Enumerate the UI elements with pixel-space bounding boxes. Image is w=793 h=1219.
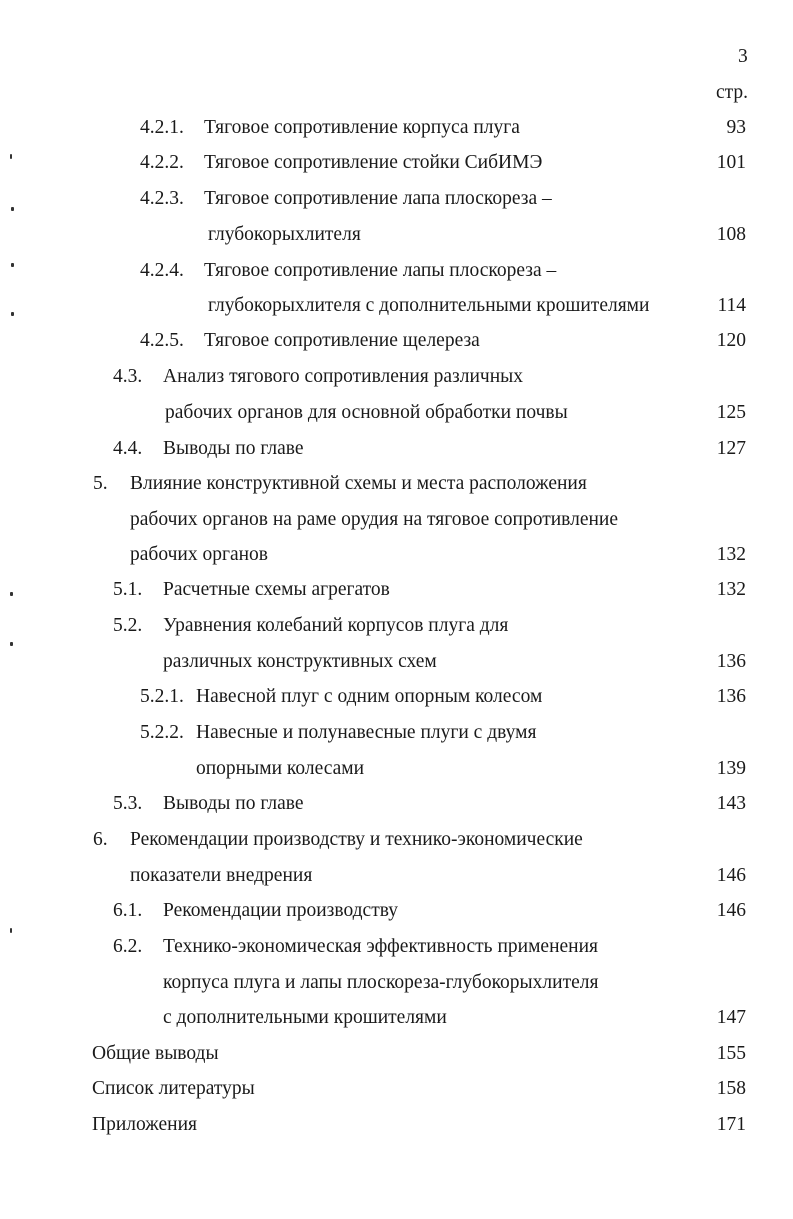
scan-mark — [10, 592, 13, 596]
entry-page: 158 — [716, 1078, 746, 1099]
entry-title: Рекомендации производству и технико-экономические — [130, 829, 583, 850]
scan-mark — [11, 207, 14, 211]
entry-page: 139 — [716, 758, 746, 779]
page-column-header: стр. — [716, 82, 749, 103]
entry-page: 125 — [716, 402, 746, 423]
entry-page: 108 — [716, 224, 746, 245]
entry-title: Выводы по главе — [163, 438, 304, 459]
entry-title: Расчетные схемы агрегатов — [163, 579, 390, 600]
entry-number: 6. — [93, 829, 108, 850]
entry-title: Влияние конструктивной схемы и места расположения — [130, 473, 587, 494]
entry-number: 4.2.1. — [140, 117, 184, 138]
entry-page: 132 — [716, 544, 746, 565]
entry-title: Тяговое сопротивление щелереза — [204, 330, 480, 351]
entry-page: 93 — [726, 117, 746, 138]
entry-number: 6.1. — [113, 900, 143, 921]
entry-title-continued: с дополнительными крошителями — [163, 1007, 447, 1028]
entry-title-continued: корпуса плуга и лапы плоскореза-глубокорыхлителя — [163, 972, 599, 993]
entry-number: 5.2. — [113, 615, 143, 636]
entry-number: 5.2.1. — [140, 686, 184, 707]
entry-page: 101 — [716, 152, 746, 173]
entry-number: 6.2. — [113, 936, 143, 957]
entry-title: Навесной плуг с одним опорным колесом — [196, 686, 543, 707]
entry-title: Навесные и полунавесные плуги с двумя — [196, 722, 537, 743]
entry-title: Уравнения колебаний корпусов плуга для — [163, 615, 509, 636]
entry-number: 4.2.3. — [140, 188, 184, 209]
entry-title: Тяговое сопротивление лапы плоскореза – — [204, 260, 557, 281]
scan-mark — [10, 642, 13, 646]
entry-title: Технико-экономическая эффективность применения — [163, 936, 598, 957]
entry-title-continued: глубокорыхлителя с дополнительными крошителями — [208, 295, 650, 316]
entry-number: 5. — [93, 473, 108, 494]
entry-number: 5.2.2. — [140, 722, 184, 743]
entry-page: 146 — [716, 900, 746, 921]
entry-number: 5.1. — [113, 579, 143, 600]
entry-page: 146 — [716, 865, 746, 886]
entry-title-continued: рабочих органов на раме орудия на тяговое сопротивление — [130, 509, 619, 530]
entry-number: 4.2.4. — [140, 260, 184, 281]
entry-number: 4.2.5. — [140, 330, 184, 351]
entry-title-continued: опорными колесами — [196, 758, 365, 779]
entry-title: Общие выводы — [92, 1043, 219, 1064]
entry-title-continued: глубокорыхлителя — [208, 224, 361, 245]
page-number: 3 — [738, 46, 748, 67]
entry-title: Анализ тягового сопротивления различных — [163, 366, 524, 387]
entry-page: 155 — [716, 1043, 746, 1064]
entry-page: 127 — [716, 438, 746, 459]
entry-page: 136 — [716, 651, 746, 672]
entry-page: 132 — [716, 579, 746, 600]
entry-title-continued: различных конструктивных схем — [163, 651, 437, 672]
entry-title: Выводы по главе — [163, 793, 304, 814]
entry-title: Приложения — [92, 1114, 197, 1135]
entry-page: 136 — [716, 686, 746, 707]
entry-title: Список литературы — [92, 1078, 255, 1099]
entry-page: 120 — [716, 330, 746, 351]
entry-number: 4.3. — [113, 366, 143, 387]
entry-page: 143 — [716, 793, 746, 814]
entry-number: 4.4. — [113, 438, 143, 459]
scan-mark — [10, 928, 12, 933]
entry-title: Тяговое сопротивление стойки СибИМЭ — [204, 152, 543, 173]
entry-title: Тяговое сопротивление корпуса плуга — [204, 117, 520, 138]
entry-page: 114 — [717, 295, 746, 316]
entry-page: 171 — [716, 1114, 746, 1135]
entry-title: Тяговое сопротивление лапа плоскореза – — [204, 188, 552, 209]
scan-mark — [11, 312, 14, 316]
entry-number: 4.2.2. — [140, 152, 184, 173]
entry-page: 147 — [716, 1007, 746, 1028]
entry-title-continued: рабочих органов для основной обработки почвы — [165, 402, 568, 423]
entry-title: Рекомендации производству — [163, 900, 399, 921]
scan-mark — [11, 263, 14, 267]
entry-title-continued: показатели внедрения — [130, 865, 313, 886]
entry-number: 5.3. — [113, 793, 143, 814]
entry-title-continued: рабочих органов — [130, 544, 268, 565]
scan-mark — [10, 154, 12, 159]
